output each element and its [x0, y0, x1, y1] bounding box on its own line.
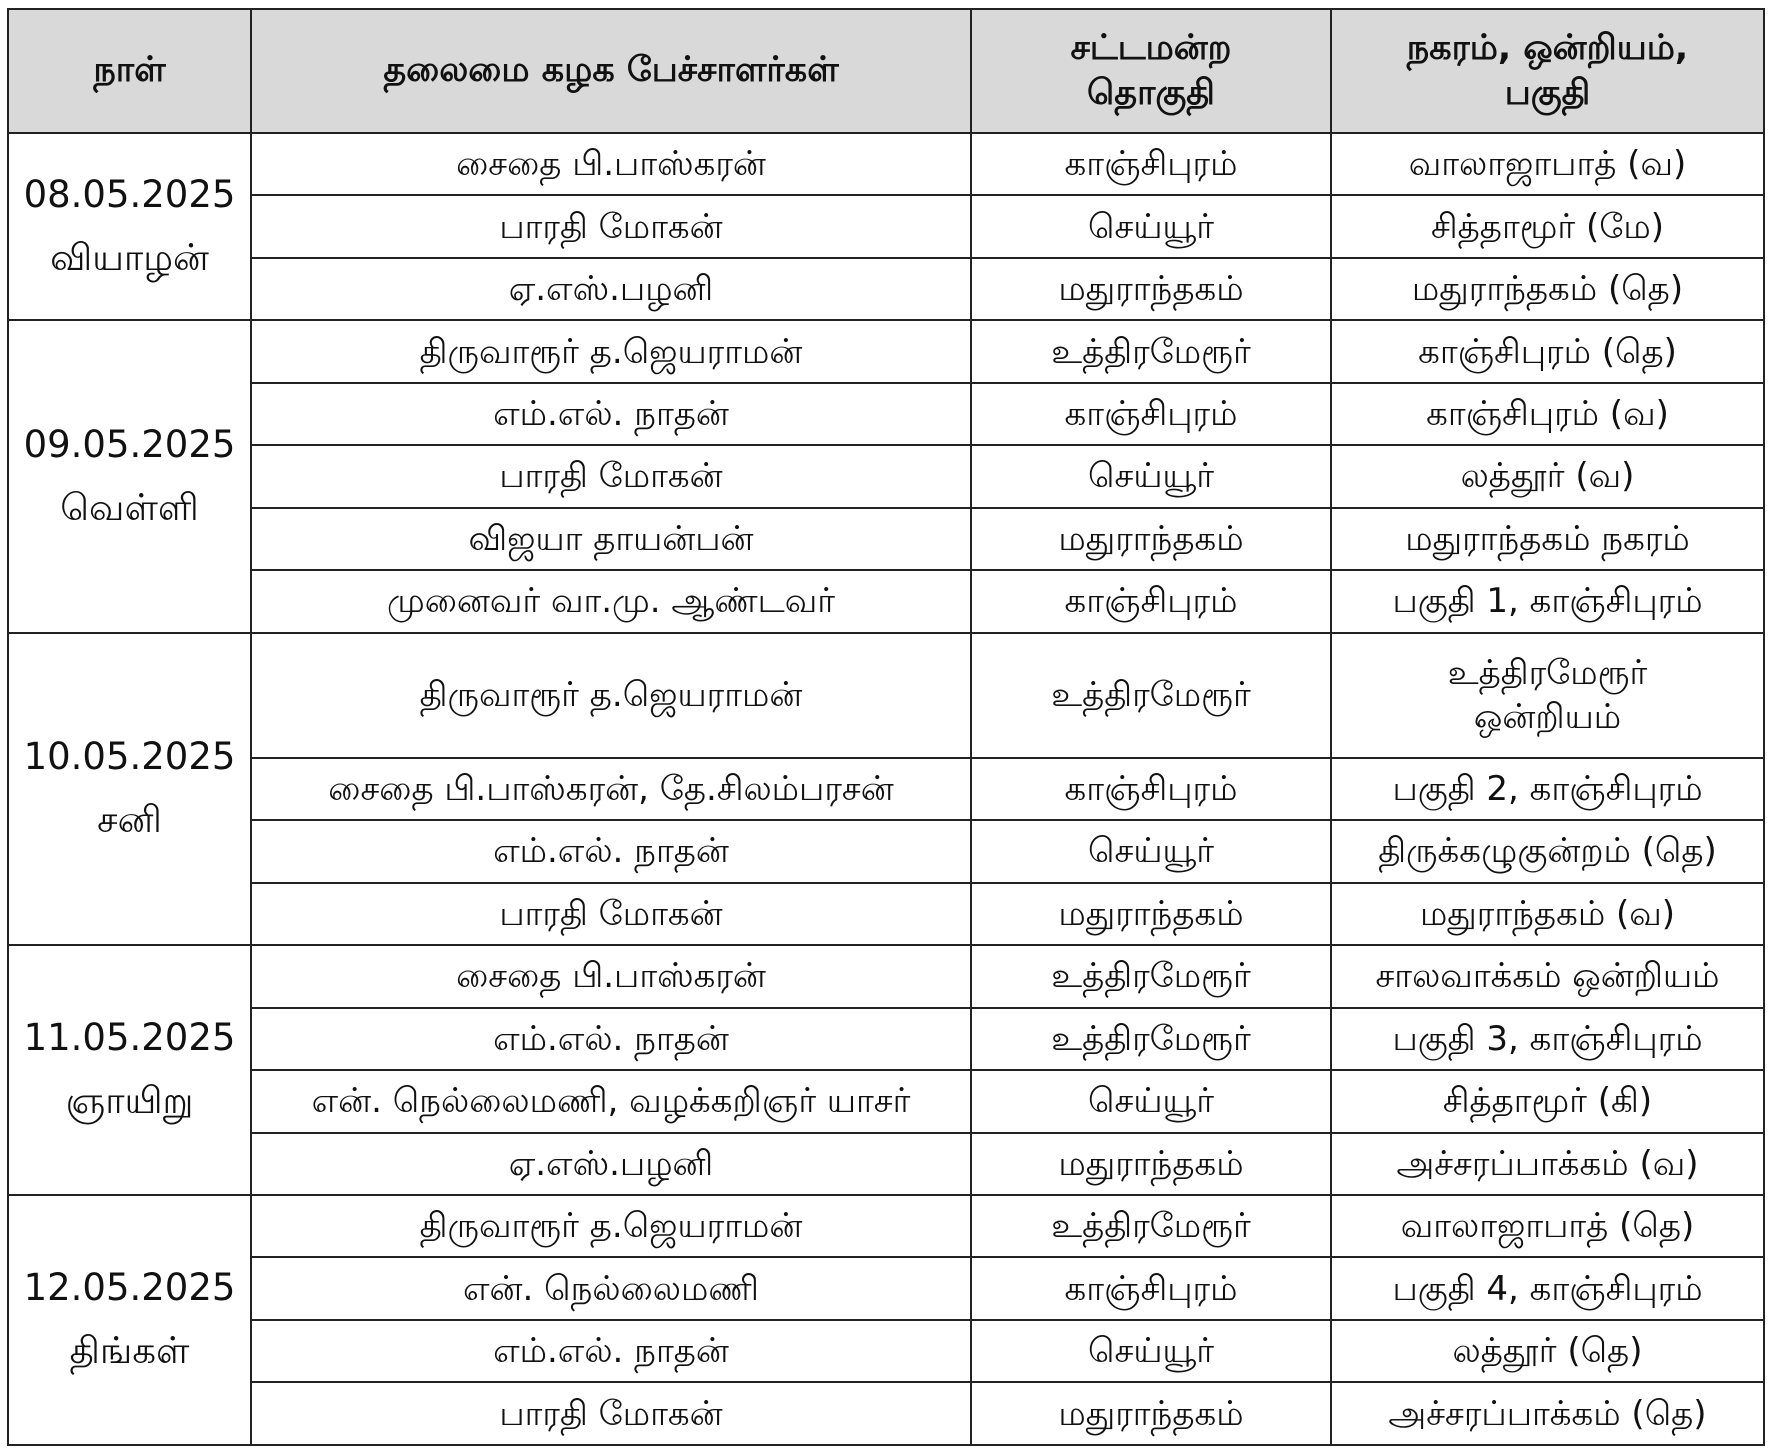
weekday: வெள்ளி — [60, 485, 199, 529]
weekday: ஞாயிறு — [65, 1079, 194, 1123]
speakers-cell: எம்.எல். நாதன் — [251, 1008, 971, 1070]
table-row — [8, 508, 1764, 570]
table-row — [8, 570, 1764, 632]
area-cell: சித்தாமூர் (கி) — [1331, 1070, 1764, 1132]
speakers-cell: திருவாரூர் த.ஜெயராமன் — [251, 633, 971, 758]
area-line1: உத்திரமேரூர் — [1447, 653, 1648, 694]
date-cell — [8, 633, 251, 945]
date-cell — [8, 133, 251, 320]
constituency-cell: செய்யூர் — [971, 1070, 1331, 1132]
table-row — [8, 633, 1764, 758]
area-cell: அச்சரப்பாக்கம் (தெ) — [1331, 1382, 1764, 1445]
date: 08.05.2025 — [23, 172, 236, 216]
area-cell: காஞ்சிபுரம் (வ) — [1331, 383, 1764, 445]
area-line2: ஒன்றியம் — [1473, 697, 1622, 738]
date: 12.05.2025 — [23, 1266, 236, 1310]
speakers-cell: பாரதி மோகன் — [251, 195, 971, 257]
table-row — [8, 383, 1764, 445]
speakers-cell: சைதை பி.பாஸ்கரன் — [251, 133, 971, 195]
constituency-cell: உத்திரமேரூர் — [971, 320, 1331, 382]
speakers-cell: விஜயா தாயன்பன் — [251, 508, 971, 570]
area-cell: பகுதி 3, காஞ்சிபுரம் — [1331, 1008, 1764, 1070]
table-row — [8, 945, 1764, 1007]
table-row — [8, 133, 1764, 195]
constituency-cell: உத்திரமேரூர் — [971, 1195, 1331, 1257]
header-area-line1: நகரம், ஒன்றியம், — [1406, 27, 1689, 68]
area-cell: அச்சரப்பாக்கம் (வ) — [1331, 1133, 1764, 1195]
constituency-cell: செய்யூர் — [971, 445, 1331, 507]
date-cell — [8, 320, 251, 632]
date-cell — [8, 1195, 251, 1445]
speakers-cell: சைதை பி.பாஸ்கரன் — [251, 945, 971, 1007]
area-cell: மதுராந்தகம் (தெ) — [1331, 258, 1764, 320]
header-row — [8, 9, 1764, 133]
table-row — [8, 1382, 1764, 1445]
table-row — [8, 883, 1764, 945]
speakers-cell: என். நெல்லைமணி, வழக்கறிஞர் யாசர் — [251, 1070, 971, 1132]
schedule-table — [7, 8, 1765, 1446]
header-area-line2: பகுதி — [1504, 73, 1591, 113]
constituency-cell: மதுராந்தகம் — [971, 258, 1331, 320]
constituency-cell: காஞ்சிபுரம் — [971, 570, 1331, 632]
header-constituency-line1: சட்டமன்ற — [1070, 27, 1232, 68]
speakers-cell: பாரதி மோகன் — [251, 445, 971, 507]
table-row — [8, 1195, 1764, 1257]
area-cell: பகுதி 1, காஞ்சிபுரம் — [1331, 570, 1764, 632]
table-row — [8, 820, 1764, 882]
date: 09.05.2025 — [23, 422, 236, 466]
header-speakers: தலைமை கழக பேச்சாளர்கள் — [251, 9, 971, 133]
date: 11.05.2025 — [23, 1016, 236, 1060]
table-row — [8, 195, 1764, 257]
header-date: நாள் — [8, 9, 251, 133]
weekday: வியாழன் — [50, 235, 209, 279]
constituency-cell: செய்யூர் — [971, 1320, 1331, 1382]
area-cell: லத்தூர் (வ) — [1331, 445, 1764, 507]
area-cell: மதுராந்தகம் நகரம் — [1331, 508, 1764, 570]
constituency-cell: உத்திரமேரூர் — [971, 945, 1331, 1007]
speakers-cell: என். நெல்லைமணி — [251, 1257, 971, 1319]
header-constituency — [971, 9, 1331, 133]
speakers-cell: திருவாரூர் த.ஜெயராமன் — [251, 1195, 971, 1257]
area-cell: லத்தூர் (தெ) — [1331, 1320, 1764, 1382]
table-row — [8, 1320, 1764, 1382]
area-cell — [1331, 633, 1764, 758]
area-cell: காஞ்சிபுரம் (தெ) — [1331, 320, 1764, 382]
area-cell: சாலவாக்கம் ஒன்றியம் — [1331, 945, 1764, 1007]
date-cell — [8, 945, 251, 1195]
area-cell: வாலாஜாபாத் (வ) — [1331, 133, 1764, 195]
speakers-cell: எம்.எல். நாதன் — [251, 1320, 971, 1382]
constituency-cell: மதுராந்தகம் — [971, 1382, 1331, 1445]
header-area — [1331, 9, 1764, 133]
speakers-cell: ஏ.எஸ்.பழனி — [251, 258, 971, 320]
area-cell: மதுராந்தகம் (வ) — [1331, 883, 1764, 945]
speakers-cell: எம்.எல். நாதன் — [251, 820, 971, 882]
table-row — [8, 1070, 1764, 1132]
speakers-cell: திருவாரூர் த.ஜெயராமன் — [251, 320, 971, 382]
table-row — [8, 1257, 1764, 1319]
table-row — [8, 758, 1764, 820]
constituency-cell: மதுராந்தகம் — [971, 883, 1331, 945]
constituency-cell: செய்யூர் — [971, 195, 1331, 257]
area-cell: வாலாஜாபாத் (தெ) — [1331, 1195, 1764, 1257]
speakers-cell: சைதை பி.பாஸ்கரன், தே.சிலம்பரசன் — [251, 758, 971, 820]
area-cell: சித்தாமூர் (மே) — [1331, 195, 1764, 257]
constituency-cell: செய்யூர் — [971, 820, 1331, 882]
constituency-cell: மதுராந்தகம் — [971, 508, 1331, 570]
constituency-cell: காஞ்சிபுரம் — [971, 758, 1331, 820]
weekday: திங்கள் — [69, 1328, 190, 1372]
constituency-cell: காஞ்சிபுரம் — [971, 383, 1331, 445]
table-row — [8, 1008, 1764, 1070]
constituency-cell: உத்திரமேரூர் — [971, 1008, 1331, 1070]
area-cell: திருக்கழுகுன்றம் (தெ) — [1331, 820, 1764, 882]
area-cell: பகுதி 4, காஞ்சிபுரம் — [1331, 1257, 1764, 1319]
constituency-cell: காஞ்சிபுரம் — [971, 1257, 1331, 1319]
table-row — [8, 320, 1764, 382]
speakers-cell: பாரதி மோகன் — [251, 1382, 971, 1445]
weekday: சனி — [97, 797, 162, 841]
constituency-cell: காஞ்சிபுரம் — [971, 133, 1331, 195]
speakers-cell: எம்.எல். நாதன் — [251, 383, 971, 445]
header-constituency-line2: தொகுதி — [1087, 73, 1215, 113]
table-row — [8, 445, 1764, 507]
speakers-cell: ஏ.எஸ்.பழனி — [251, 1133, 971, 1195]
table-row — [8, 1133, 1764, 1195]
date: 10.05.2025 — [23, 735, 236, 779]
area-cell: பகுதி 2, காஞ்சிபுரம் — [1331, 758, 1764, 820]
table-row — [8, 258, 1764, 320]
constituency-cell: உத்திரமேரூர் — [971, 633, 1331, 758]
speakers-cell: முனைவர் வா.மு. ஆண்டவர் — [251, 570, 971, 632]
constituency-cell: மதுராந்தகம் — [971, 1133, 1331, 1195]
speakers-cell: பாரதி மோகன் — [251, 883, 971, 945]
